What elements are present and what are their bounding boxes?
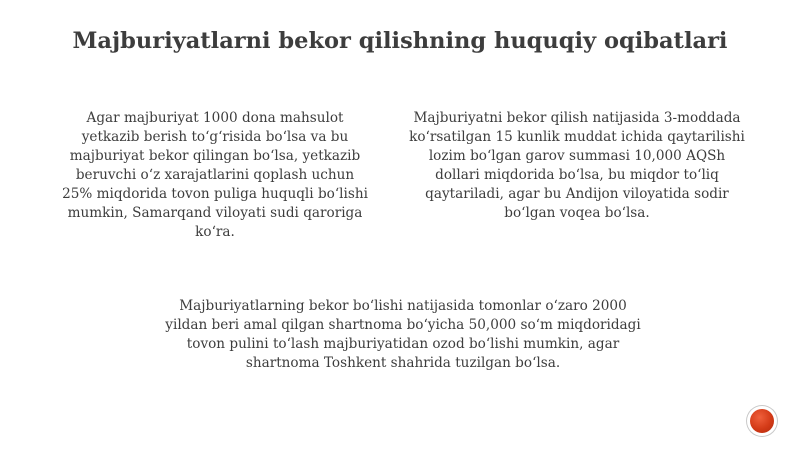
- paragraph-line: yildan beri amal qilgan shartnoma bo‘yicha 50,000 so‘m miqdoridagi: [165, 317, 641, 333]
- paragraph-line: ko‘ra.: [195, 224, 235, 240]
- paragraph-line: shartnoma Toshkent shahrida tuzilgan bo‘lsa.: [245, 355, 561, 371]
- paragraph-line: majburiyat bekor qilingan bo‘lsa, yetkazib: [69, 148, 361, 164]
- paragraph-line: bo‘lgan voqea bo‘lsa.: [504, 205, 650, 221]
- paragraph-line: dollari miqdorida bo‘lsa, bu miqdor to‘liq: [435, 167, 719, 183]
- paragraph-line: ko‘rsatilgan 15 kunlik muddat ichida qaytarilishi: [409, 129, 745, 145]
- paragraph-line: Majburiyatlarning bekor bo‘lishi natijasida tomonlar o‘zaro 2000: [179, 298, 627, 314]
- paragraph-line: 25% miqdorida tovon puliga huquqli bo‘lishi: [62, 186, 368, 202]
- paragraph-right: [402, 109, 752, 223]
- paragraph-line: tovon pulini to‘lash majburiyatidan ozod bo‘lishi mumkin, agar: [186, 336, 620, 352]
- paragraph-line: lozim bo‘lgan garov summasi 10,000 AQSh: [428, 148, 726, 164]
- paragraph-line: Agar majburiyat 1000 dona mahsulot: [86, 110, 344, 126]
- paragraph-line: Majburiyatni bekor qilish natijasida 3-moddada: [413, 110, 741, 126]
- paragraph-left: [50, 109, 380, 242]
- paragraph-bottom: [148, 297, 658, 373]
- paragraph-line: yetkazib berish to‘g‘risida bo‘lsa va bu: [81, 129, 349, 145]
- paragraph-line: mumkin, Samarqand viloyati sudi qaroriga: [67, 205, 363, 221]
- circle-button-icon: [750, 409, 774, 433]
- slide-title: Majburiyatlarni bekor qilishning huquqiy oqibatlari: [72, 28, 728, 54]
- paragraph-line: qaytariladi, agar bu Andijon viloyatida sodir: [425, 186, 729, 202]
- paragraph-line: beruvchi o‘z xarajatlarini qoplash uchun: [75, 167, 355, 183]
- next-slide-button[interactable]: [747, 406, 777, 436]
